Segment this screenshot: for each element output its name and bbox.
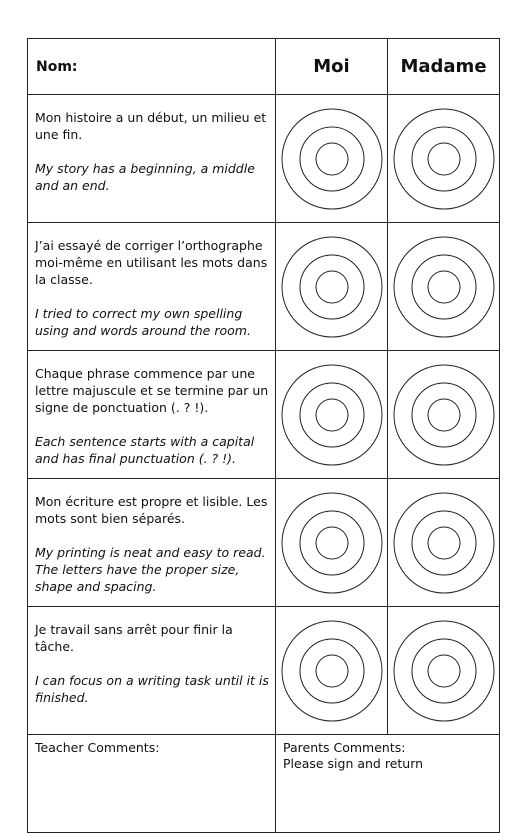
target-madame[interactable] [388, 95, 500, 223]
target-madame[interactable] [388, 351, 500, 479]
comments-row [28, 735, 500, 833]
criterion-text [28, 607, 276, 735]
target-middle-ring [300, 511, 364, 575]
target-inner-ring [428, 143, 460, 175]
target-inner-ring [316, 271, 348, 303]
target-moi[interactable] [276, 95, 388, 223]
criterion-text [28, 223, 276, 351]
criterion-french: Je travail sans arrêt pour finir la tâche. [35, 622, 233, 654]
target-madame[interactable] [388, 607, 500, 735]
target-inner-ring [316, 655, 348, 687]
target-outer-ring [394, 621, 494, 721]
target-inner-ring [428, 271, 460, 303]
target-rings-icon [280, 235, 384, 339]
target-outer-ring [394, 109, 494, 209]
target-middle-ring [300, 639, 364, 703]
criterion-row [28, 95, 500, 223]
teacher-comments-label: Teacher Comments: [35, 740, 160, 755]
target-outer-ring [282, 109, 382, 209]
target-moi[interactable] [276, 607, 388, 735]
target-middle-ring [412, 511, 476, 575]
target-rings-icon [392, 235, 496, 339]
target-inner-ring [428, 527, 460, 559]
criterion-english: My printing is neat and easy to read. The letters have the proper size, shape and spacing. [35, 545, 266, 594]
target-madame[interactable] [388, 223, 500, 351]
target-rings-icon [392, 363, 496, 467]
self-assessment-table [27, 38, 500, 833]
target-rings-icon [280, 619, 384, 723]
target-inner-ring [428, 655, 460, 687]
criterion-french: Chaque phrase commence par une lettre majuscule et se termine par un signe de ponctuation (. ? !). [35, 366, 269, 415]
criterion-text [28, 95, 276, 223]
target-middle-ring [300, 255, 364, 319]
criterion-french: Mon histoire a un début, un milieu et une fin. [35, 110, 267, 142]
parents-comments-box[interactable] [276, 735, 500, 833]
target-rings-icon [280, 363, 384, 467]
column-header-madame: Madame [388, 39, 500, 95]
teacher-comments-box[interactable] [28, 735, 276, 833]
target-middle-ring [412, 127, 476, 191]
target-rings-icon [392, 619, 496, 723]
criterion-text [28, 351, 276, 479]
column-header-moi: Moi [276, 39, 388, 95]
target-middle-ring [412, 383, 476, 447]
criterion-text [28, 479, 276, 607]
criterion-french: J’ai essayé de corriger l’orthographe moi-même en utilisant les mots dans la classe. [35, 238, 268, 287]
target-rings-icon [392, 491, 496, 595]
criterion-row [28, 607, 500, 735]
criterion-english: My story has a beginning, a middle and an end. [35, 161, 255, 193]
target-madame[interactable] [388, 479, 500, 607]
target-inner-ring [316, 143, 348, 175]
criterion-french: Mon écriture est propre et lisible. Les mots sont bien séparés. [35, 494, 268, 526]
target-middle-ring [300, 383, 364, 447]
target-rings-icon [280, 491, 384, 595]
target-middle-ring [300, 127, 364, 191]
target-outer-ring [282, 493, 382, 593]
target-inner-ring [316, 399, 348, 431]
criterion-english: Each sentence starts with a capital and has final punctuation (. ? !). [35, 434, 255, 466]
target-inner-ring [428, 399, 460, 431]
target-moi[interactable] [276, 223, 388, 351]
target-rings-icon [280, 107, 384, 211]
target-outer-ring [394, 237, 494, 337]
criterion-english: I can focus on a writing task until it is finished. [35, 673, 269, 705]
target-outer-ring [282, 237, 382, 337]
target-inner-ring [316, 527, 348, 559]
parents-sign-note: Please sign and return [283, 756, 424, 771]
target-rings-icon [392, 107, 496, 211]
criterion-english: I tried to correct my own spelling using and words around the room. [35, 306, 251, 338]
parents-comments-label: Parents Comments: [283, 740, 406, 755]
target-middle-ring [412, 639, 476, 703]
target-outer-ring [282, 621, 382, 721]
target-moi[interactable] [276, 479, 388, 607]
criterion-row [28, 351, 500, 479]
target-moi[interactable] [276, 351, 388, 479]
target-outer-ring [282, 365, 382, 465]
name-label: Nom: [36, 58, 78, 75]
target-outer-ring [394, 365, 494, 465]
header-row [28, 39, 500, 95]
name-field[interactable] [28, 39, 276, 95]
criterion-row [28, 479, 500, 607]
criterion-row [28, 223, 500, 351]
target-middle-ring [412, 255, 476, 319]
target-outer-ring [394, 493, 494, 593]
